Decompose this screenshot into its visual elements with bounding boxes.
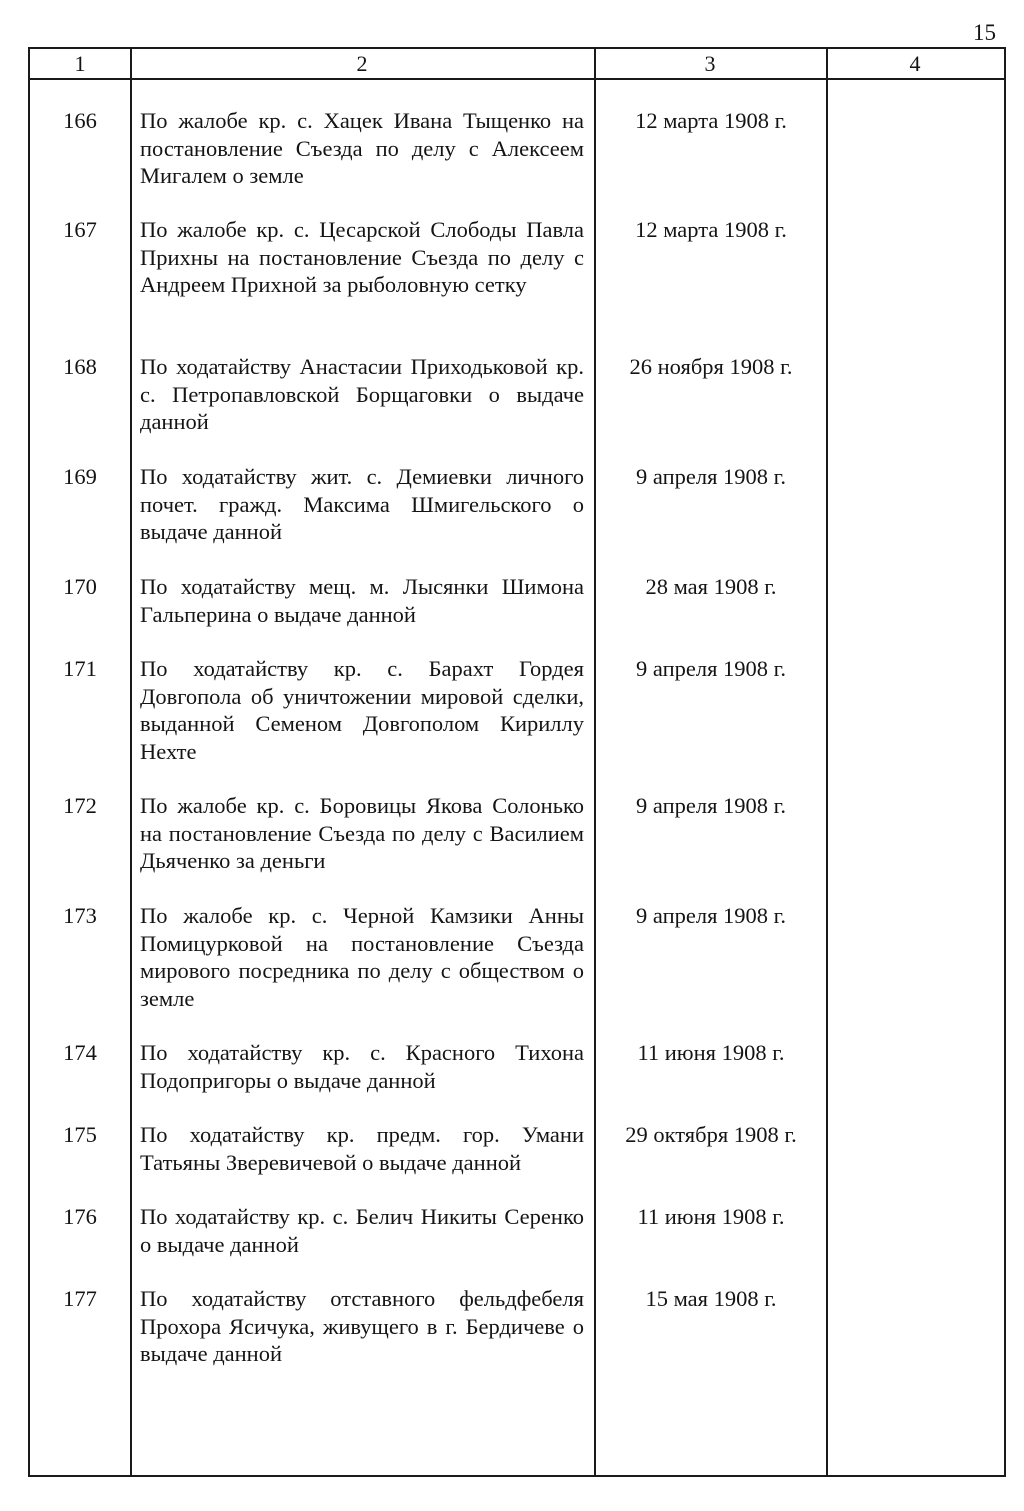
entry-date: 28 мая 1908 г. — [645, 574, 777, 599]
entry-number: 168 — [63, 354, 97, 379]
entry-number: 170 — [63, 574, 97, 599]
entry-date: 29 октября 1908 г. — [625, 1122, 797, 1147]
entry-date: 26 ноября 1908 г. — [629, 354, 793, 379]
entry-date: 11 июня 1908 г. — [637, 1040, 785, 1065]
column-header-3: 3 — [704, 51, 716, 76]
entry-description: По жалобе кр. с. Боровицы Якова Солонько на постановление Съезда по делу с Василием Дьяченко за деньги — [140, 793, 584, 873]
column-header-4: 4 — [909, 51, 921, 76]
entry-date: 15 мая 1908 г. — [645, 1286, 777, 1311]
entry-date: 9 апреля 1908 г. — [636, 464, 786, 489]
column-divider — [130, 49, 132, 1475]
entry-date: 9 апреля 1908 г. — [636, 793, 786, 818]
page-number: 15 — [973, 20, 996, 45]
entry-description: По жалобе кр. с. Черной Камзики Анны Помицурковой на постановление Съезда мирового посредника по делу с обществом о земле — [140, 903, 584, 1011]
entry-description: По ходатайству кр. с. Белич Никиты Серенко о выдаче данной — [140, 1204, 584, 1257]
entry-number: 169 — [63, 464, 97, 489]
entry-date: 9 апреля 1908 г. — [636, 903, 786, 928]
entry-date: 9 апреля 1908 г. — [636, 656, 786, 681]
entry-description: По жалобе кр. с. Цесарской Слободы Павла Прихны на постановление Съезда по делу с Андреем Прихной за рыболовную сетку — [140, 217, 584, 297]
entry-description: По ходатайству кр. предм. гор. Умани Татьяны Зверевичевой о выдаче данной — [140, 1122, 584, 1175]
entry-number: 174 — [63, 1040, 97, 1065]
table-header — [30, 49, 1004, 80]
entry-number: 167 — [63, 217, 97, 242]
entry-description: По ходатайству Анастасии Приходьковой кр. с. Петропавловской Борщаговки о выдаче данной — [140, 354, 584, 434]
entry-description: По жалобе кр. с. Хацек Ивана Тыщенко на постановление Съезда по делу с Алексеем Мигалем о земле — [140, 108, 584, 188]
entry-number: 171 — [63, 656, 97, 681]
entry-description: По ходатайству кр. с. Красного Тихона Подопригоры о выдаче данной — [140, 1040, 584, 1093]
entry-number: 175 — [63, 1122, 97, 1147]
entry-description: По ходатайству отставного фельдфебеля Прохора Ясичука, живущего в г. Бердичеве о выдаче данной — [140, 1286, 584, 1366]
entry-description: По ходатайству жит. с. Демиевки личного почет. гражд. Максима Шмигельского о выдаче данной — [140, 464, 584, 544]
register-table — [28, 47, 1006, 1477]
column-header-2: 2 — [356, 51, 368, 76]
entry-number: 166 — [63, 108, 97, 133]
entry-description: По ходатайству кр. с. Барахт Гордея Довгопола об уничтожении мировой сделки, выданной Семеном Довгополом Кириллу Нехте — [140, 656, 584, 764]
entry-number: 176 — [63, 1204, 97, 1229]
entry-date: 12 марта 1908 г. — [635, 108, 787, 133]
entry-date: 11 июня 1908 г. — [637, 1204, 785, 1229]
entry-number: 177 — [63, 1286, 97, 1311]
column-divider — [594, 49, 596, 1475]
column-divider — [826, 49, 828, 1475]
entry-date: 12 марта 1908 г. — [635, 217, 787, 242]
column-header-1: 1 — [74, 51, 86, 76]
entry-description: По ходатайству мещ. м. Лысянки Шимона Гальперина о выдаче данной — [140, 574, 584, 627]
entry-number: 172 — [63, 793, 97, 818]
entry-number: 173 — [63, 903, 97, 928]
